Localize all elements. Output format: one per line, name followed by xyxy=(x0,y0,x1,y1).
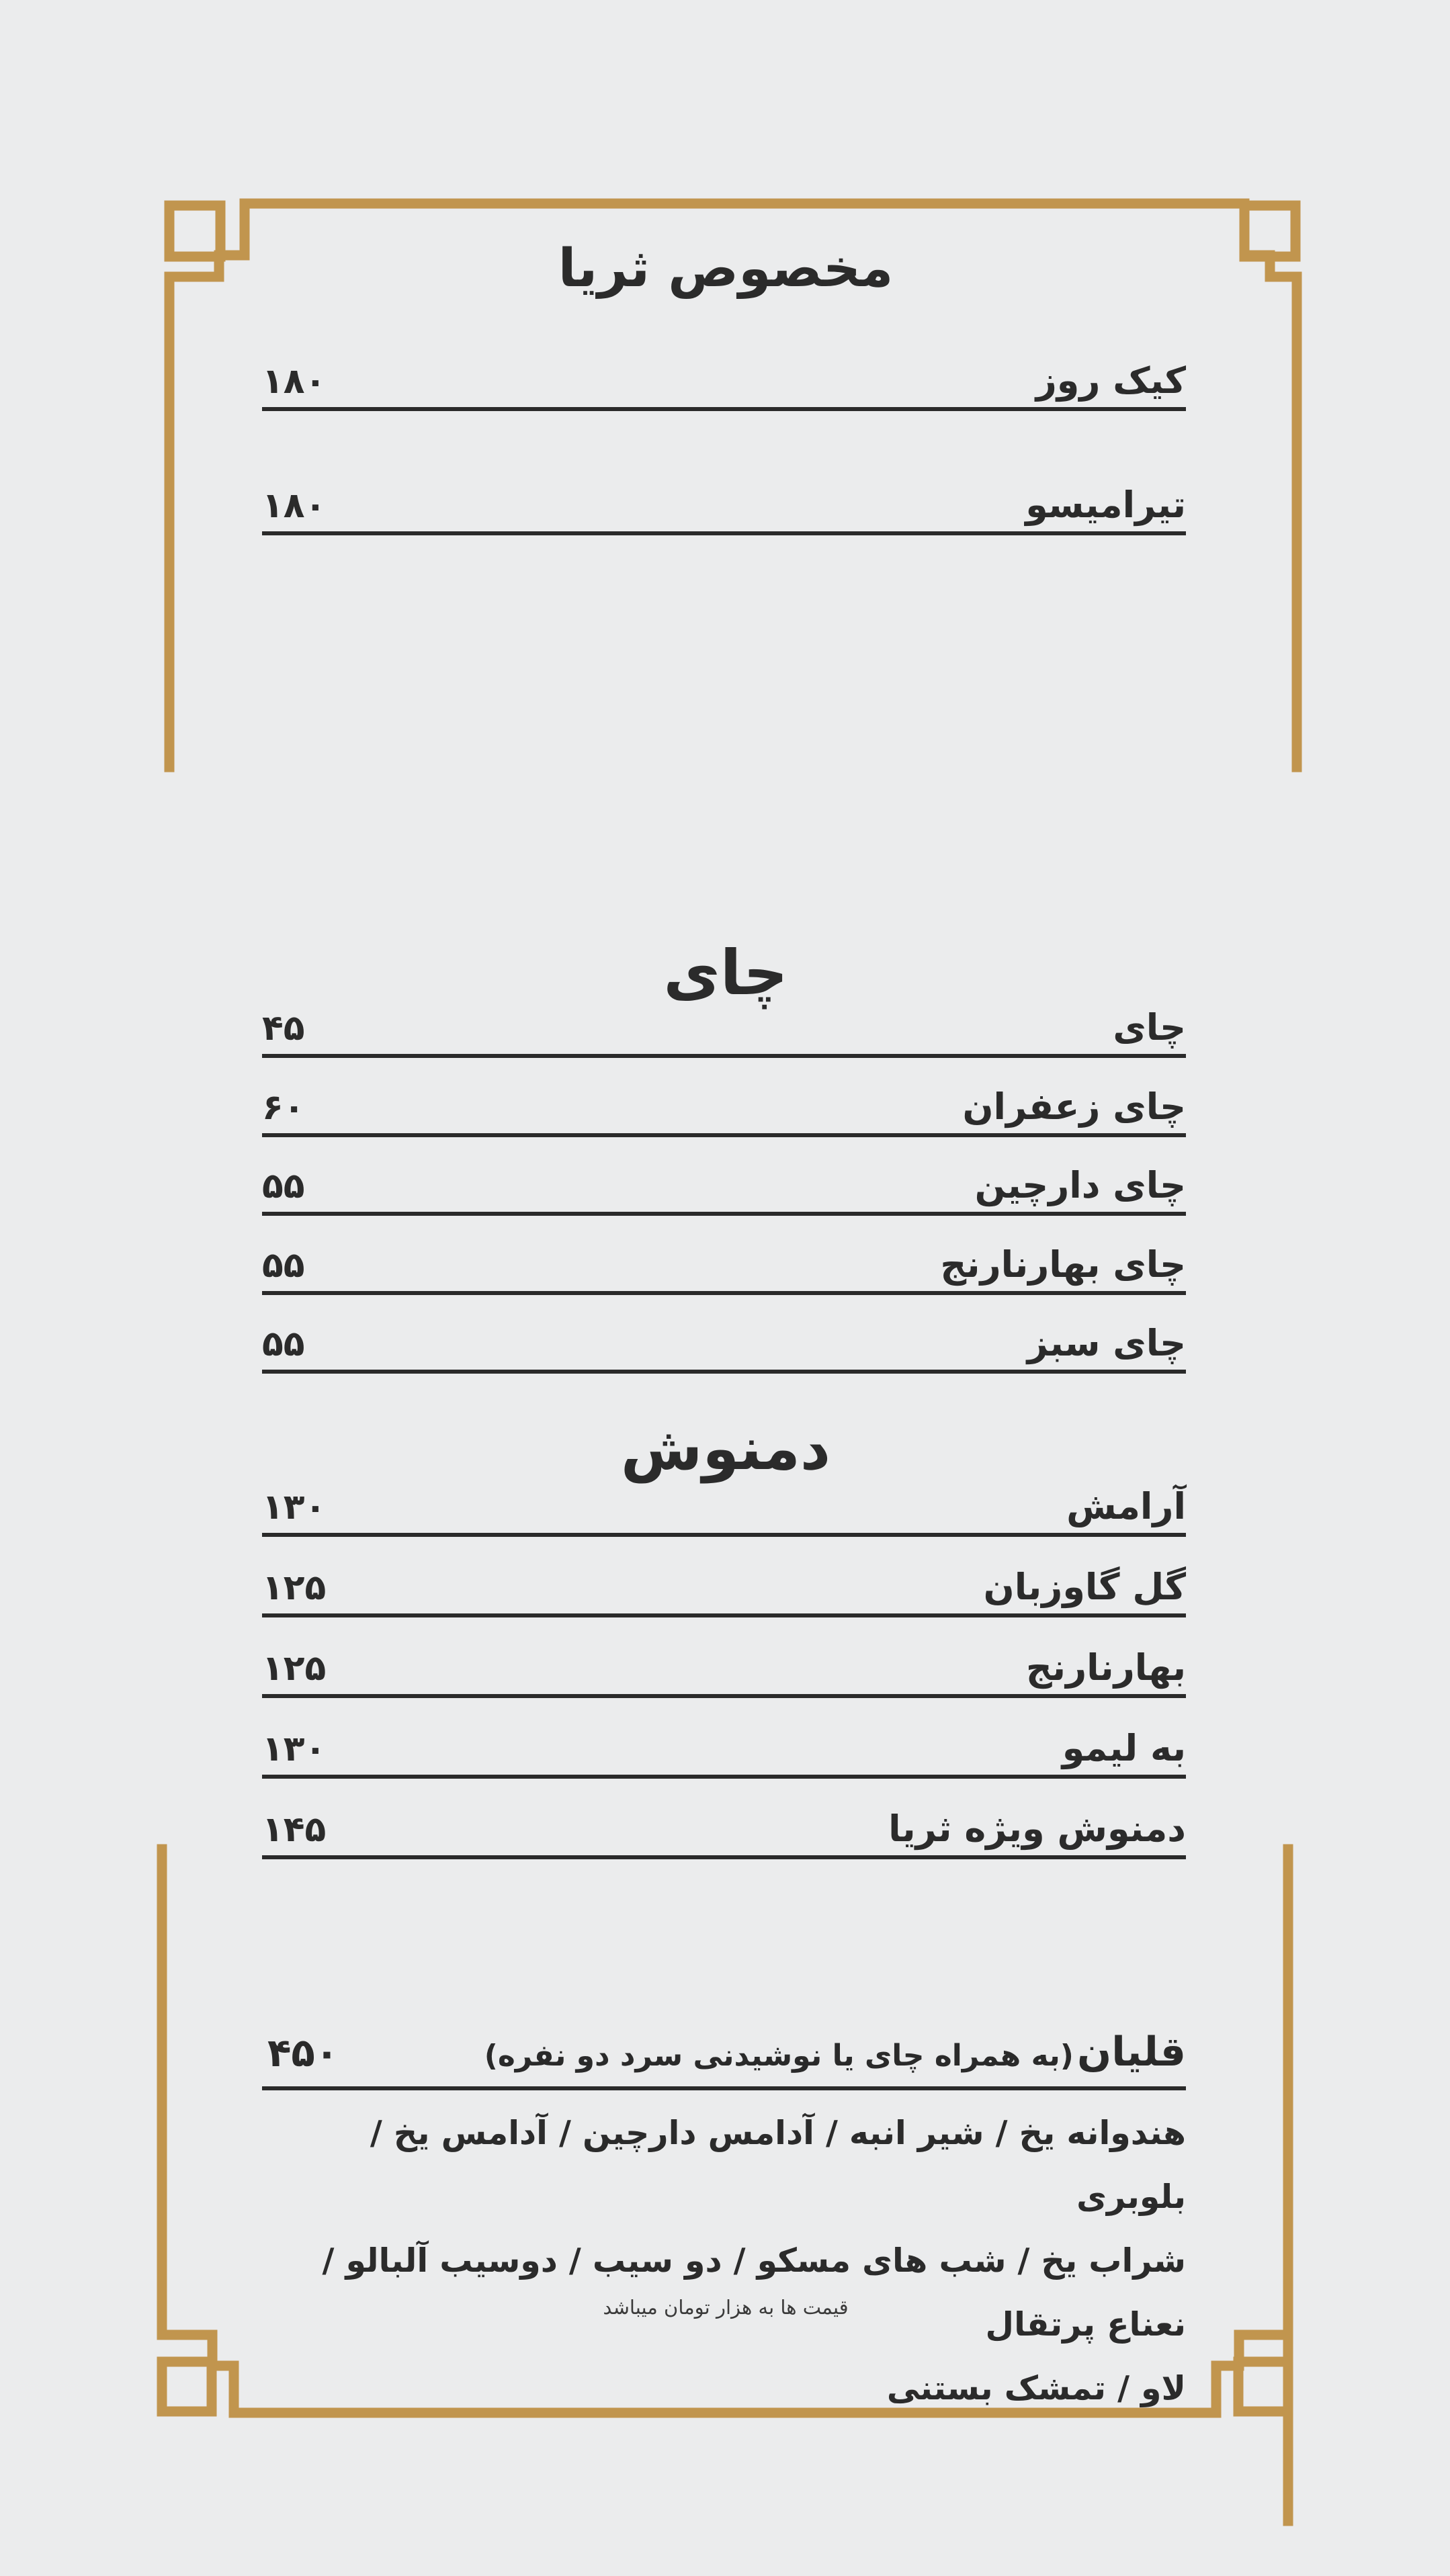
hookah-flavor-line: لاو / تمشک بستنی xyxy=(886,2369,1186,2407)
menu-item-name: گل گاوزبان xyxy=(983,1566,1186,1608)
menu-item-row xyxy=(262,1476,1186,1537)
menu-item-price: ۵۵ xyxy=(262,1245,305,1286)
menu-item-row xyxy=(262,997,1186,1058)
menu-item-row xyxy=(262,1638,1186,1698)
menu-item-name: چای دارچین xyxy=(974,1164,1186,1206)
top-left-corner-square xyxy=(169,206,220,257)
menu-item-price: ۱۲۵ xyxy=(262,1568,327,1608)
hookah-row xyxy=(262,2008,1186,2090)
menu-item-name: بهارنارنج xyxy=(1025,1646,1186,1689)
menu-item-price: ۵۵ xyxy=(262,1166,305,1206)
bottom-left-corner-square xyxy=(162,2362,212,2411)
menu-item-name: تیرامیسو xyxy=(1025,484,1186,526)
menu-item-price: ۱۴۵ xyxy=(262,1810,327,1850)
bottom-right-corner-square xyxy=(1238,2362,1288,2411)
infusion-section-title: دمنوش xyxy=(620,1414,831,1483)
hookah-title-note: (به همراه چای یا نوشیدنی سرد دو نفره) xyxy=(484,2039,1074,2073)
menu-item-price: ۴۵ xyxy=(262,1008,305,1049)
hookah-price: ۴۵۰ xyxy=(267,2030,339,2076)
menu-item-name: چای زعفران xyxy=(962,1085,1186,1128)
top-right-corner-square xyxy=(1244,206,1295,257)
menu-item-name: کیک روز xyxy=(1035,359,1186,402)
menu-item-row xyxy=(262,1155,1186,1216)
menu-item-row xyxy=(262,1557,1186,1617)
hookah-flavor-line: شراب یخ / شب های مسکو / دو سیب / دوسیب آلبالو / نعناع پرتقال xyxy=(322,2241,1186,2344)
hookah-flavor-list xyxy=(262,2101,1186,2420)
menu-item-price: ۱۳۰ xyxy=(262,1487,327,1527)
menu-item-row xyxy=(262,1235,1186,1295)
tea-section-title: چای xyxy=(663,937,788,1009)
menu-item-name: آرامش xyxy=(1066,1485,1186,1527)
hookah-title xyxy=(484,2029,1186,2076)
special-section-title: مخصوص ثریا xyxy=(558,238,894,299)
menu-item-name: دمنوش ویژه ثریا xyxy=(888,1808,1186,1850)
menu-item-row xyxy=(262,475,1186,535)
menu-item-row xyxy=(262,1799,1186,1859)
menu-item-price: ۱۲۵ xyxy=(262,1648,327,1689)
menu-item-price: ۶۰ xyxy=(262,1087,305,1128)
hookah-flavor-line: هندوانه یخ / شیر انبه / آدامس دارچین / آدامس یخ / بلوبری xyxy=(370,2114,1186,2216)
menu-item-row xyxy=(262,1077,1186,1137)
menu-item-price: ۵۵ xyxy=(262,1324,305,1364)
menu-item-name: چای بهارنارنج xyxy=(940,1243,1186,1286)
menu-item-row xyxy=(262,1313,1186,1374)
menu-item-price: ۱۳۰ xyxy=(262,1729,327,1769)
menu-item-price: ۱۸۰ xyxy=(262,486,327,526)
menu-item-price: ۱۸۰ xyxy=(262,361,327,402)
menu-item-name: چای سبز xyxy=(1027,1322,1186,1364)
menu-item-row xyxy=(262,1718,1186,1779)
menu-item-name: چای xyxy=(1113,1006,1186,1049)
menu-item-name: به لیمو xyxy=(1062,1727,1186,1769)
hookah-title-main: قلیان xyxy=(1076,2029,1186,2076)
menu-item-row xyxy=(262,351,1186,411)
price-footnote: قیمت ها به هزار تومان میباشد xyxy=(603,2296,849,2319)
